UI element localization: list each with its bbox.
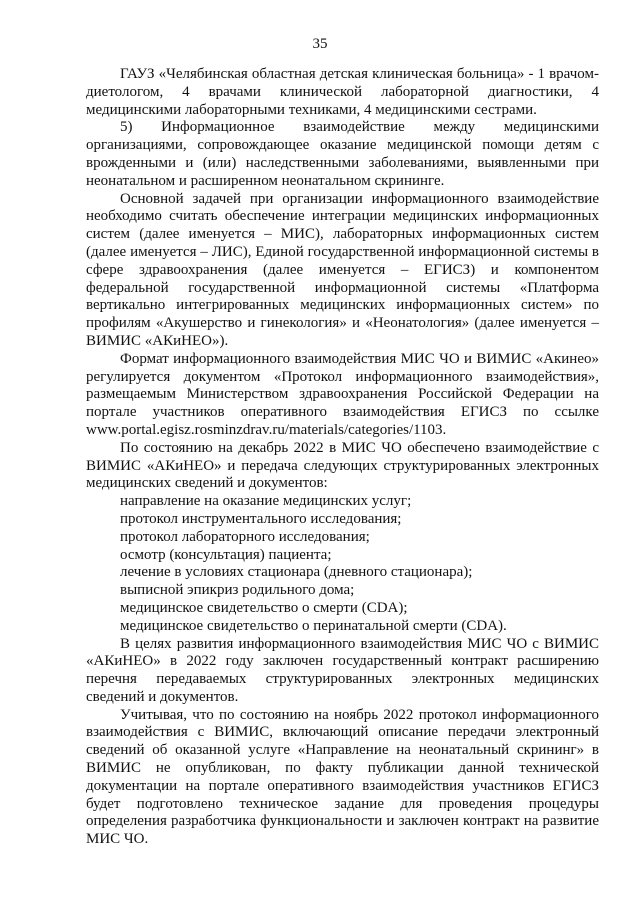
list-item: лечение в условиях стационара (дневного стационара); bbox=[120, 564, 473, 581]
page-number: 35 bbox=[312, 36, 328, 52]
list-item: протокол инструментального исследования; bbox=[120, 510, 402, 527]
paragraph-status-december: По состоянию на декабрь 2022 в МИС ЧО обеспечено взаимодействие с ВИМИС «АКиНЕО» и передача следующих структурированных электронных медицинских сведений и документов: bbox=[86, 439, 599, 492]
list-item: медицинское свидетельство о перинатальной смерти (CDA). bbox=[120, 617, 507, 634]
list-item: протокол лабораторного исследования; bbox=[120, 528, 370, 545]
list-item: выписной эпикриз родильного дома; bbox=[120, 582, 355, 599]
document-list bbox=[86, 493, 599, 635]
list-item: осмотр (консультация) пациента; bbox=[120, 546, 332, 563]
paragraph-format: Формат информационного взаимодействия МИС ЧО и ВИМИС «Акинео» регулируется документом «Протокол информационного взаимодействия», размещаемым Министерством здравоохранения Российской Федерации на портале участников оперативного взаимодействия ЕГИСЗ по ссылке www.portal.egisz.rosminzdrav.ru/materials/categories/1103. bbox=[86, 350, 599, 438]
document-body bbox=[86, 66, 599, 849]
paragraph-main-task: Основной задачей при организации информационного взаимодействие необходимо считать обеспечение интеграции медицинских информационных систем (далее именуется – МИС), лабораторных информационных систем (далее именуется – ЛИС), Единой государственной информационной системы в сфере здравоохранения (далее именуется – ЕГИСЗ) и компонентом федеральной государственной информационной системы «Платформа вертикально интегрированных медицинских информационных систем» по профилям «Акушерство и гинекология» и «Неонатология» (далее именуется – ВИМИС «АКиНЕО»). bbox=[86, 190, 599, 349]
list-item: направление на оказание медицинских услуг; bbox=[120, 493, 412, 510]
paragraph-november-status: Учитывая, что по состоянию на ноябрь 2022 протокол информационного взаимодействия с ВИМИС, включающий описание передачи электронный сведений об оказанной услуге «Направление на неонатальный скрининг» в ВИМИС не опубликован, по факту публикации данной технической документации на портале оперативного взаимодействия участников ЕГИСЗ будет подготовлено техническое задание для проведения процедуры определения разработчика функциональности и заключен контракт на развитие МИС ЧО. bbox=[86, 706, 599, 848]
paragraph-staff: ГАУЗ «Челябинская областная детская клиническая больница» - 1 врачом-диетологом, 4 врачами клинической лабораторной диагностики, 4 медицинскими лабораторными техниками, 4 медицинскими сестрами. bbox=[86, 66, 599, 118]
paragraph-item-5: 5) Информационное взаимодействие между медицинскими организациями, сопровождающее оказание медицинской помощи детям с врожденными и (или) наследственными заболеваниями, выявленными при неонатальном и расширенном неонатальном скрининге. bbox=[86, 119, 599, 189]
paragraph-contract: В целях развития информационного взаимодействия МИС ЧО с ВИМИС «АКиНЕО» в 2022 году заключен государственный контракт расширению перечня передаваемых структурированных электронных медицинских сведений и документов. bbox=[86, 635, 599, 705]
list-item: медицинское свидетельство о смерти (CDA); bbox=[120, 599, 408, 616]
